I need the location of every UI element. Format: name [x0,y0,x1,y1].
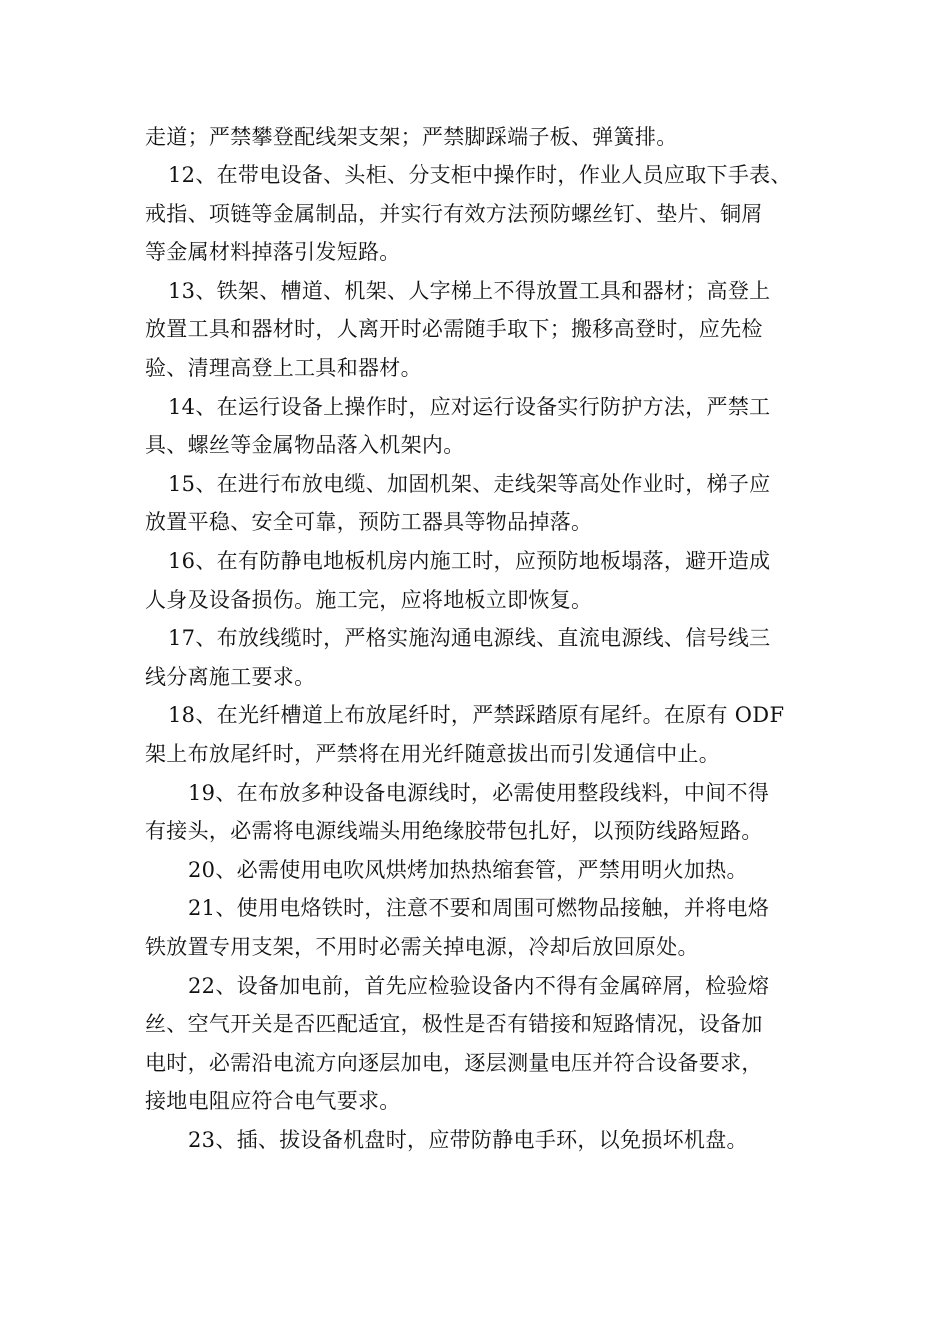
item-18-line: 18、在光纤槽道上布放尾纤时，严禁踩踏原有尾纤。在原有 ODF [168,703,785,727]
text-line: 放置工具和器材时，人离开时必需随手取下；搬移高登时，应先检 [145,317,763,341]
item-14-line: 14、在运行设备上操作时，应对运行设备实行防护方法，严禁工 [168,395,771,419]
text-line: 具、螺丝等金属物品落入机架内。 [145,433,465,457]
item-17-line: 17、布放线缆时，严格实施沟通电源线、直流电源线、信号线三 [168,626,771,650]
text-line: 戒指、项链等金属制品，并实行有效方法预防螺丝钉、垫片、铜屑 [145,202,763,226]
text-line: 放置平稳、安全可靠，预防工器具等物品掉落。 [145,510,593,534]
item-21-line: 21、使用电烙铁时，注意不要和周围可燃物品接触，并将电烙 [188,896,770,920]
text-line: 电时，必需沿电流方向逐层加电，逐层测量电压并符合设备要求， [145,1051,763,1075]
item-15-line: 15、在进行布放电缆、加固机架、走线架等高处作业时，梯子应 [168,472,771,496]
text-line: 有接头，必需将电源线端头用绝缘胶带包扎好，以预防线路短路。 [145,819,763,843]
text-line: 铁放置专用支架，不用时必需关掉电源，冷却后放回原处。 [145,935,699,959]
text-line: 线分离施工要求。 [145,665,316,689]
item-19-line: 19、在布放多种设备电源线时，必需使用整段线料，中间不得 [188,781,770,805]
item-12-line: 12、在带电设备、头柜、分支柜中操作时，作业人员应取下手表、 [168,163,792,187]
item-13-line: 13、铁架、槽道、机架、人字梯上不得放置工具和器材；高登上 [168,279,771,303]
text-line: 接地电阻应符合电气要求。 [145,1089,401,1113]
item-16-line: 16、在有防静电地板机房内施工时，应预防地板塌落，避开造成 [168,549,771,573]
text-line: 走道；严禁攀登配线架支架；严禁脚踩端子板、弹簧排。 [145,125,678,149]
text-line: 丝、空气开关是否匹配适宜，极性是否有错接和短路情况，设备加 [145,1012,763,1036]
item-22-line: 22、设备加电前，首先应检验设备内不得有金属碎屑，检验熔 [188,974,770,998]
text-line: 等金属材料掉落引发短路。 [145,240,401,264]
item-23-line: 23、插、拔设备机盘时，应带防静电手环，以免损坏机盘。 [188,1128,748,1152]
item-20-line: 20、必需使用电吹风烘烤加热热缩套管，严禁用明火加热。 [188,858,748,882]
text-line: 架上布放尾纤时，严禁将在用光纤随意拔出而引发通信中止。 [145,742,721,766]
text-line: 验、清理高登上工具和器材。 [145,356,422,380]
text-line: 人身及设备损伤。施工完，应将地板立即恢复。 [145,588,593,612]
